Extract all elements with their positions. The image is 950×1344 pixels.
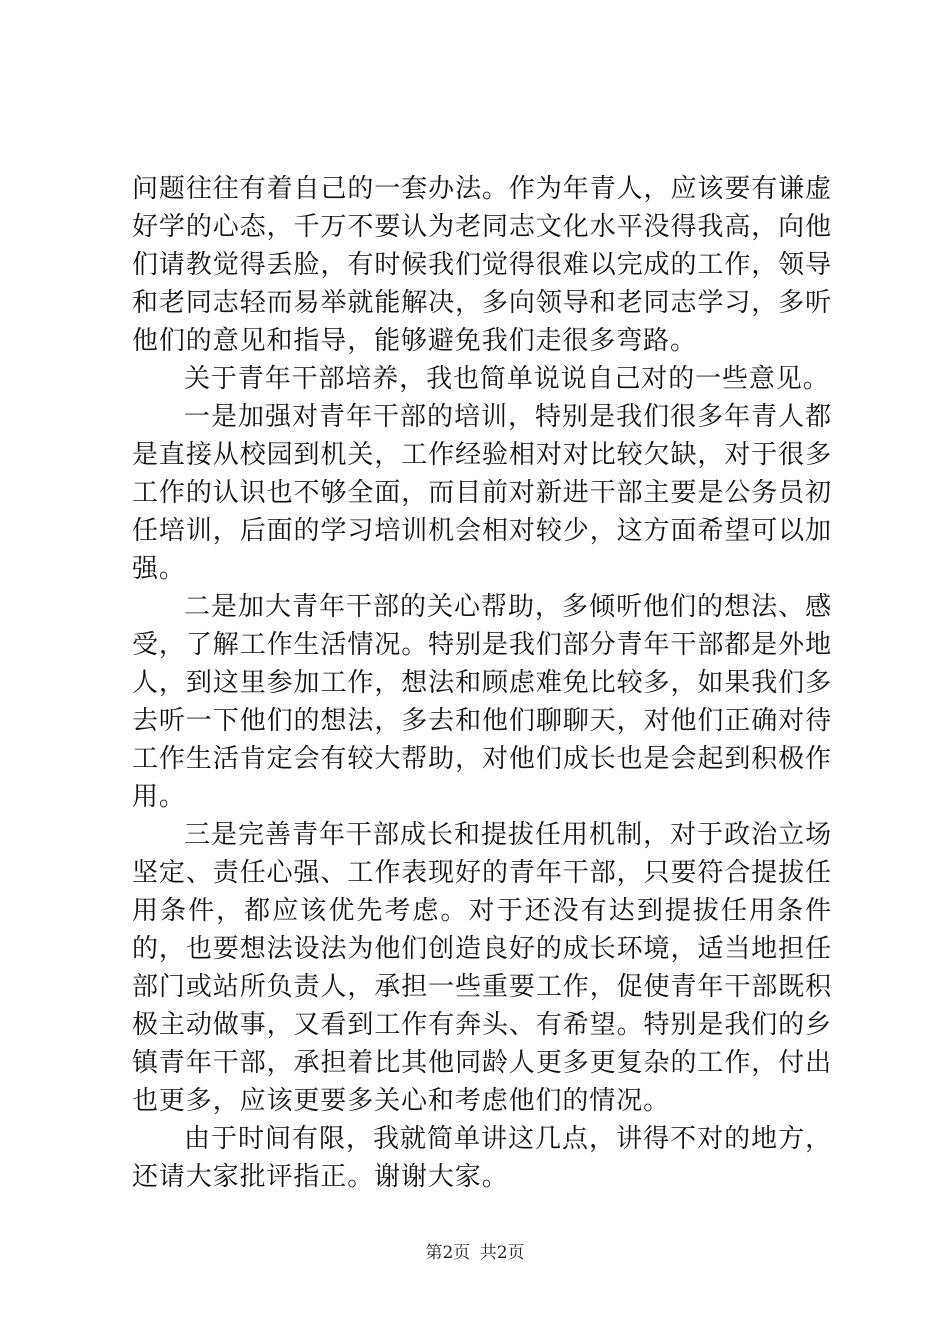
paragraph-point-three: 三是完善青年干部成长和提拔任用机制，对于政治立场坚定、责任心强、工作表现好的青年干部，只要符合提拔任用条件，都应该优先考虑。对于还没有达到提拔任用条件的，也要想法设法为他们创造良好的成长环境，适当地担任部门或站所负责人，承担一些重要工作，促使青年干部既积极主动做事，又看到工作有奔头、有希望。特别是我们的乡镇青年干部，承担着比其他同龄人更多更复杂的工作，付出也更多，应该更要多关心和考虑他们的情况。 bbox=[132, 820, 832, 1116]
paragraph-continuation: 问题往往有着自己的一套办法。作为年青人，应该要有谦虚好学的心态，千万不要认为老同志文化水平没得我高，向他们请教觉得丢脸，有时候我们觉得很难以完成的工作，领导和老同志轻而易举就能解决，多向领导和老同志学习，多听他们的意见和指导，能够避免我们走很多弯路。 bbox=[132, 174, 832, 356]
paragraph-intro: 关于青年干部培养，我也简单说说自己对的一些意见。 bbox=[184, 364, 830, 394]
page-number: 第2页 bbox=[425, 1243, 471, 1263]
page-total: 共2页 bbox=[479, 1243, 525, 1263]
document-body bbox=[132, 170, 832, 1196]
paragraph-point-two: 二是加大青年干部的关心帮助，多倾听他们的想法、感受，了解工作生活情况。特别是我们部分青年干部都是外地人，到这里参加工作，想法和顾虑难免比较多，如果我们多去听一下他们的想法，多去和他们聊聊天，对他们正确对待工作生活肯定会有较大帮助，对他们成长也是会起到积极作用。 bbox=[132, 592, 832, 812]
paragraph-point-one: 一是加强对青年干部的培训，特别是我们很多年青人都是直接从校园到机关，工作经验相对对比较欠缺，对于很多工作的认识也不够全面，而目前对新进干部主要是公务员初任培训，后面的学习培训机会相对较少，这方面希望可以加强。 bbox=[132, 402, 832, 584]
paragraph-closing: 由于时间有限，我就简单讲这几点，讲得不对的地方，还请大家批评指正。谢谢大家。 bbox=[132, 1124, 832, 1192]
page-footer bbox=[0, 1243, 950, 1263]
